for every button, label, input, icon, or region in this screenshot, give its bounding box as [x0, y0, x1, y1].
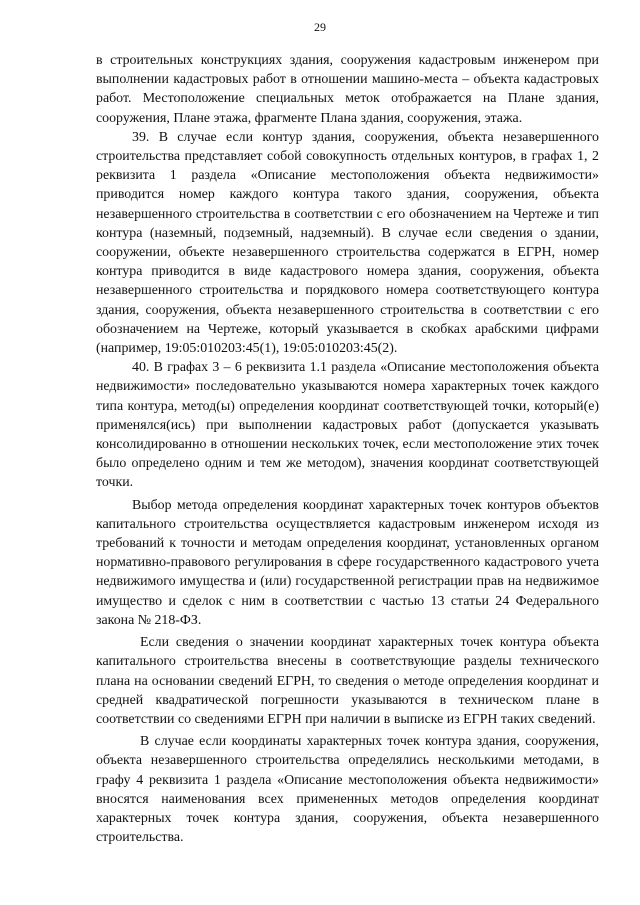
document-body	[96, 51, 599, 847]
paragraph-multiple-methods: В случае если координаты характерных точек контура здания, сооружения, объекта незавершенного строительства определялись несколькими методами, в графу 4 реквизита 1 раздела «Описание местоположения объекта недвижимости» вносятся наименования всех примененных методов определения координат характерных точек контура здания, сооружения, объекта незавершенного строительства.	[96, 734, 599, 846]
paragraph-continuation: в строительных конструкциях здания, сооружения кадастровым инженером при выполнении кадастровых работ в отношении машино-места – объекта кадастровых работ. Местоположение специальных меток отображается на Плане здания, сооружения, Плане этажа, фрагменте Плана здания, сооружения, этажа.	[96, 53, 599, 126]
paragraph-method-choice: Выбор метода определения координат характерных точек контуров объектов капитального строительства осуществляется кадастровым инженером исходя из требований к точности и методам определения координат, установленных органом нормативно-правового регулирования в сфере государственного кадастрового учета недвижимого имущества и (или) государственной регистрации прав на недвижимое имущество и сделок с ним в соответствии с частью 13 статьи 24 Федерального закона № 218-ФЗ.	[96, 497, 599, 628]
paragraph-item-40: 40. В графах 3 – 6 реквизита 1.1 раздела «Описание местоположения объекта недвижимости» последовательно указываются номера характерных точек каждого типа контура, метод(ы) определения координат соответствующей точки, который(е) применялся(ись) при выполнении кадастровых работ (допускается указывать консолидированно в отношении нескольких точек, если местоположение этих точек было определено одним и тем же методом), значения координат соответствующей точки.	[96, 360, 599, 491]
page-number: 29	[314, 20, 326, 34]
paragraph-egrn-coordinates: Если сведения о значении координат характерных точек контура объекта капитального строительства внесены в соответствующие разделы технического плана на основании сведений ЕГРН, то сведения о методе определения координат и средней квадратической погрешности указываются в техническом плане в соответствии со сведениями ЕГРН при наличии в выписке из ЕГРН таких сведений.	[96, 635, 599, 727]
paragraph-item-39: 39. В случае если контур здания, сооружения, объекта незавершенного строительства представляет собой совокупность отдельных контуров, в графах 1, 2 реквизита 1 раздела «Описание местоположения объекта недвижимости» приводится номер каждого контура такого здания, сооружения, объекта незавершенного строительства в соответствии с его обозначением на Чертеже и тип контура (наземный, подземный, надземный). В случае если сведения о здании, сооружении, объекте незавершенного строительства содержатся в ЕГРН, номер контура приводится в виде кадастрового номера здания, сооружения, объекта незавершенного строительства и порядкового номера соответствующего контура здания, сооружения, объекта незавершенного строительства в соответствии с его обозначением на Чертеже, который указывается в скобках арабскими цифрами (например, 19:05:010203:45(1), 19:05:010203:45(2).	[96, 129, 599, 357]
